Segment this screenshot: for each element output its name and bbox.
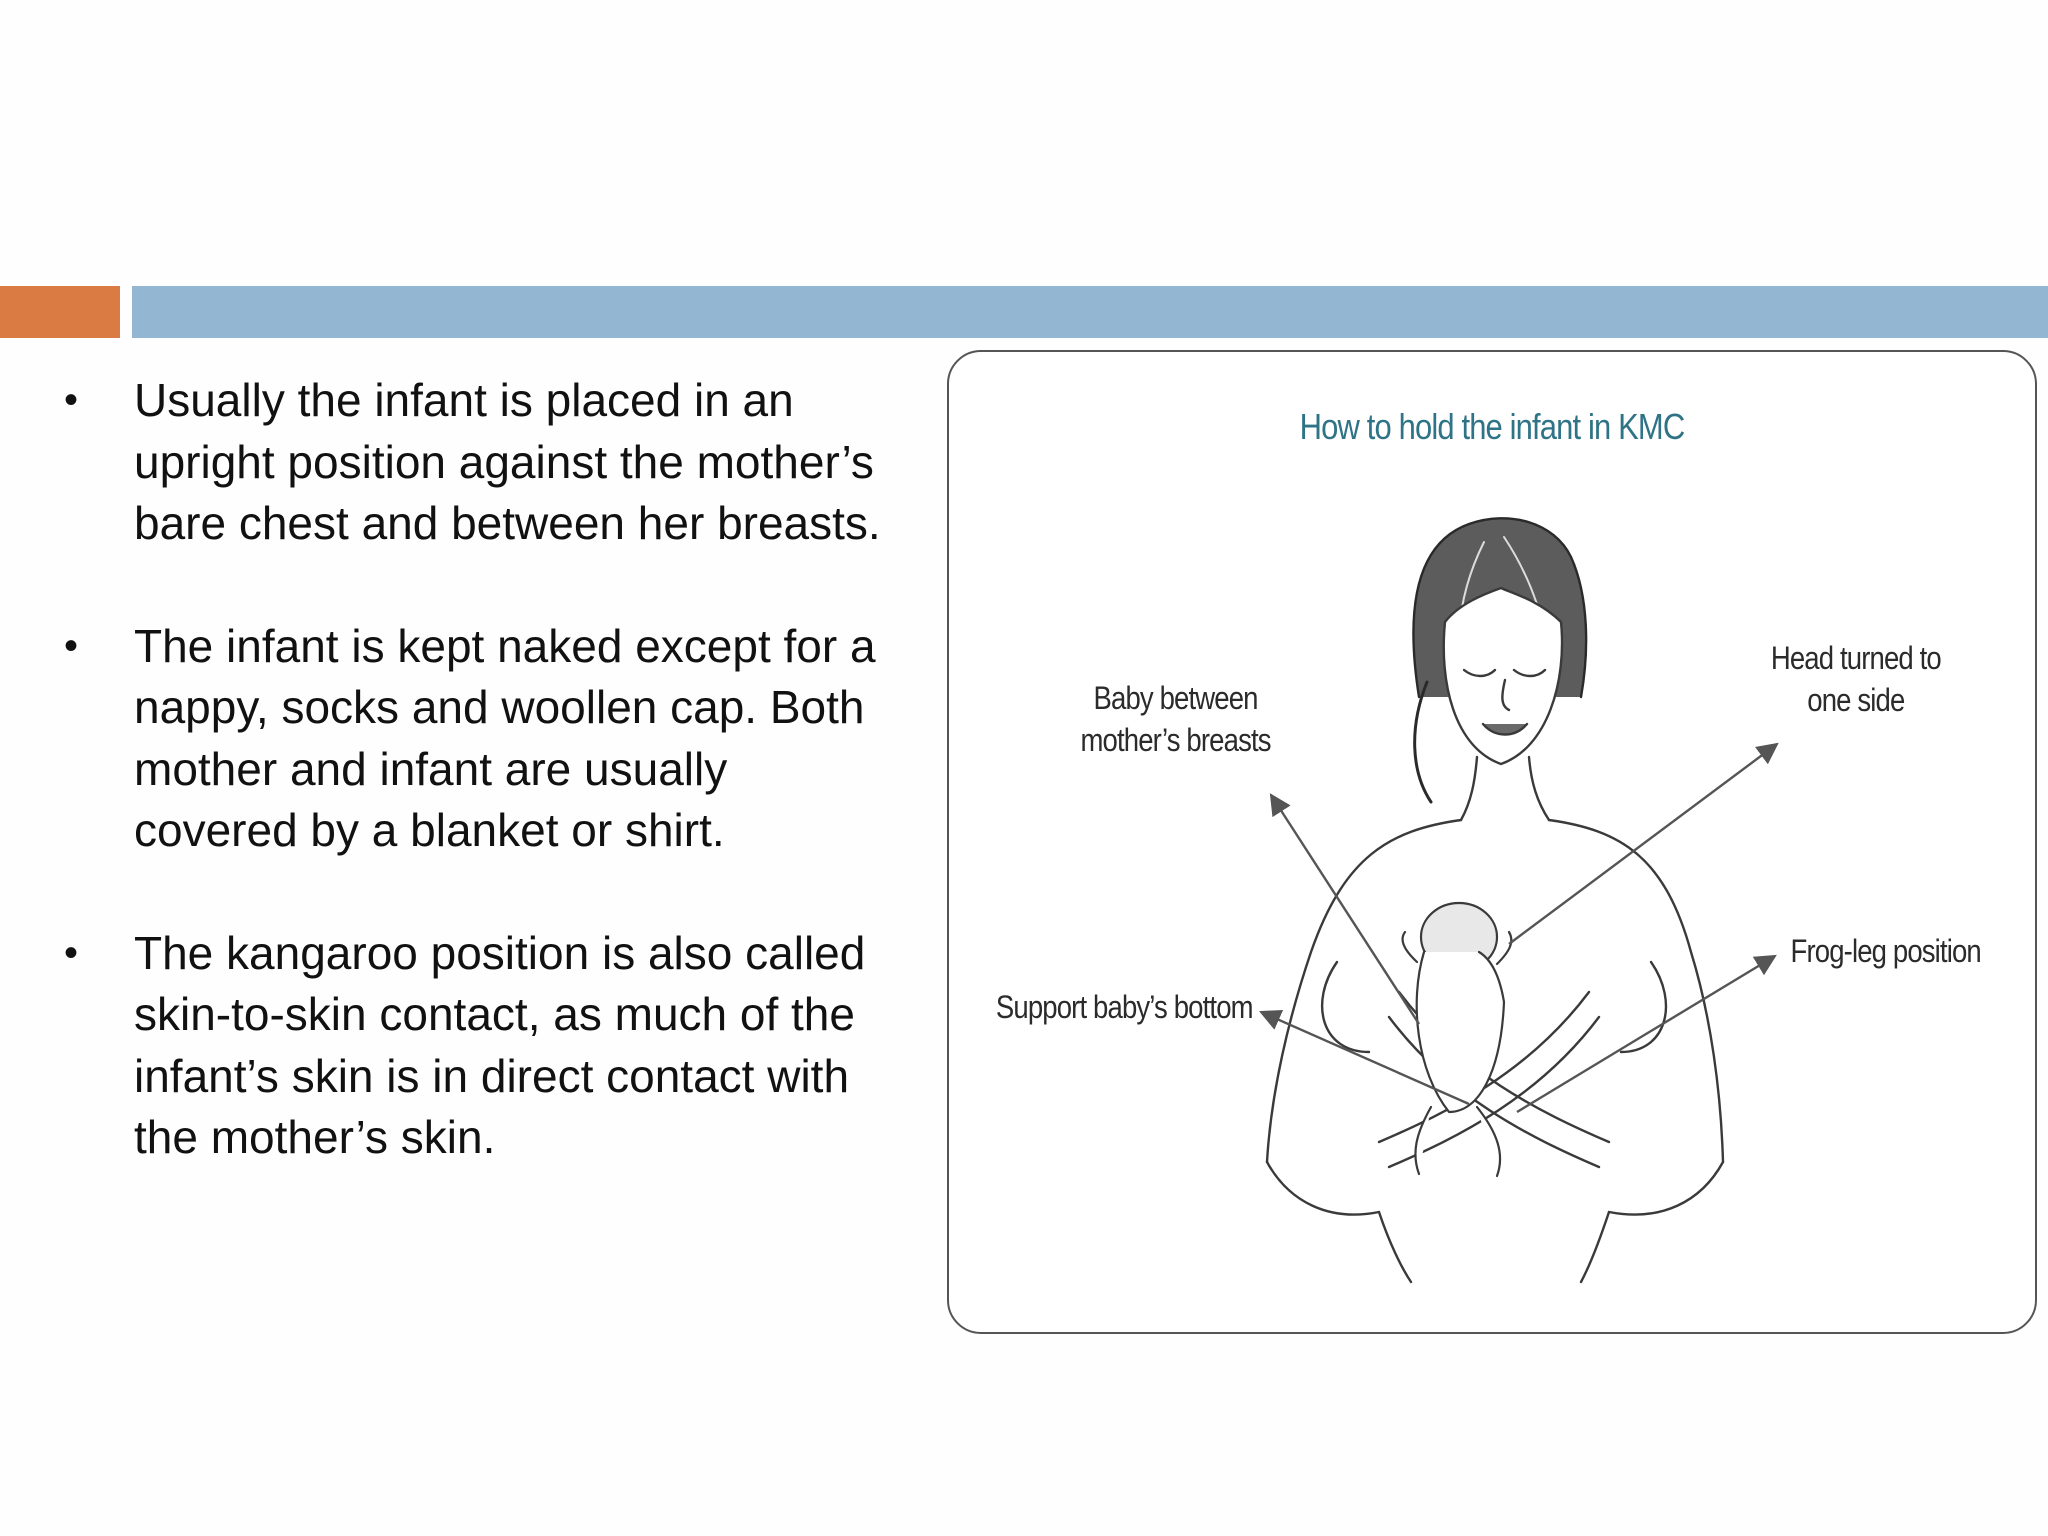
- bullet-text: Usually the infant is placed in an upright position against the mother’s bare chest and between her breasts.: [134, 374, 881, 549]
- callout-line: Head turned to: [1770, 640, 1941, 676]
- callout-line: Baby between: [1093, 680, 1258, 716]
- bullet-item: [60, 616, 900, 862]
- bullet-item: [60, 923, 900, 1169]
- bullet-text: The infant is kept naked except for a nappy, socks and woollen cap. Both mother and infant are usually covered by a blanket or shirt.: [134, 619, 876, 856]
- callout-arrows: [1261, 744, 1777, 1112]
- callout-frog-leg: Frog-leg position: [1790, 933, 1981, 969]
- callout-head-turned: [1771, 637, 1941, 721]
- accent-bar-orange: [0, 286, 120, 338]
- callout-baby-between-breasts: [1080, 677, 1270, 761]
- kmc-figure: [947, 350, 2037, 1334]
- figure-title: How to hold the infant in KMC: [1299, 406, 1685, 447]
- callout-line: one side: [1807, 682, 1905, 718]
- bullet-text: The kangaroo position is also called skin-to-skin contact, as much of the infant’s skin is in direct contact with the mother’s skin.: [134, 926, 866, 1163]
- accent-bar-blue: [132, 286, 2048, 338]
- callout-support-bottom: Support baby’s bottom: [995, 989, 1253, 1025]
- mother-infant-illustration: [949, 352, 2037, 1334]
- bullet-marker: •: [64, 930, 79, 975]
- bullet-marker: •: [64, 378, 79, 422]
- callout-line: mother’s breasts: [1080, 722, 1271, 758]
- bullet-item: [60, 370, 900, 555]
- bullet-list: [60, 370, 900, 1230]
- bullet-marker: •: [64, 623, 79, 668]
